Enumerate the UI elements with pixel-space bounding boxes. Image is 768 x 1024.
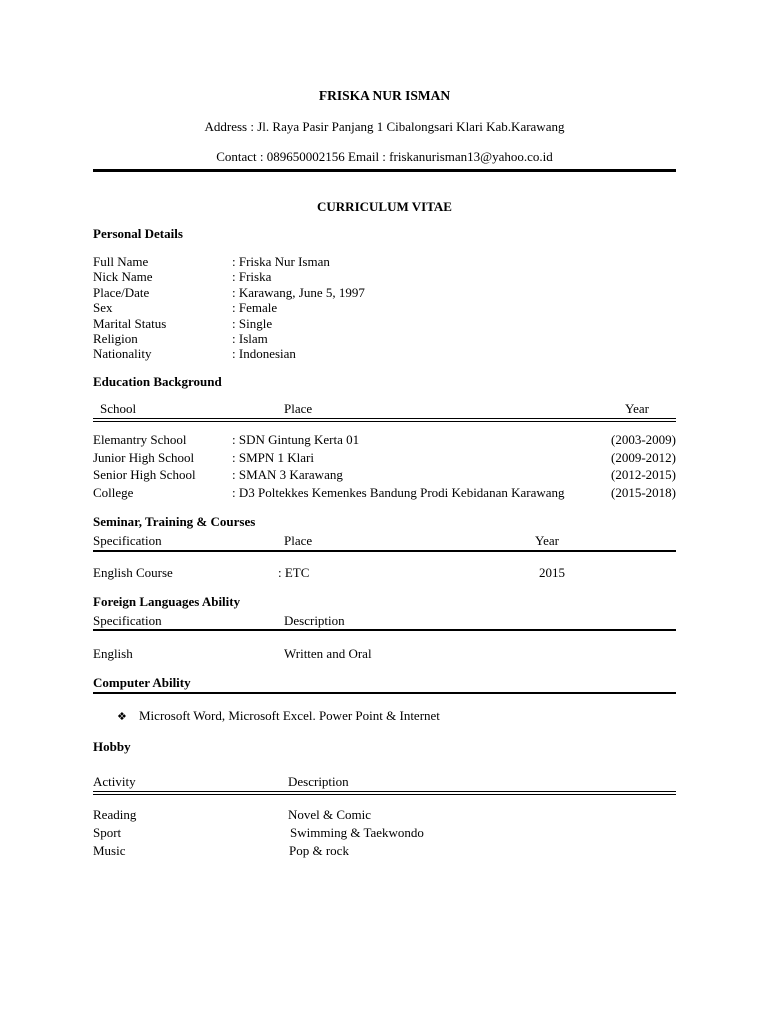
seminar-col-spec: Specification (93, 533, 162, 548)
education-year: (2012-2015) (611, 467, 676, 482)
table-row (93, 565, 676, 580)
personal-value: : Female (232, 300, 278, 315)
education-school: College (93, 485, 134, 500)
header-divider (93, 169, 676, 172)
languages-heading: Foreign Languages Ability (93, 594, 241, 609)
personal-row (93, 316, 676, 331)
language-desc: Written and Oral (284, 646, 372, 661)
personal-row (93, 269, 676, 284)
personal-row (93, 346, 676, 361)
hobby-desc: Novel & Comic (288, 807, 372, 822)
hobby-heading: Hobby (93, 739, 131, 754)
hobby-col-activity: Activity (93, 774, 136, 789)
computer-divider (93, 692, 676, 694)
hobby-activity: Reading (93, 807, 137, 822)
personal-label: Nick Name (93, 269, 153, 284)
personal-label: Full Name (93, 254, 149, 269)
personal-row (93, 300, 676, 315)
education-heading: Education Background (93, 374, 222, 389)
hobby-header-divider (93, 791, 676, 795)
personal-value: : Islam (232, 331, 268, 346)
table-row (93, 485, 676, 500)
seminar-spec: English Course (93, 565, 173, 580)
hobby-header-row (93, 774, 676, 789)
education-col-place: Place (284, 401, 313, 416)
personal-label: Place/Date (93, 285, 150, 300)
address-line: Address : Jl. Raya Pasir Panjang 1 Cibalongsari Klari Kab.Karawang (204, 119, 565, 134)
diamond-bullet-icon: ❖ (117, 710, 127, 723)
personal-value: : Single (232, 316, 273, 331)
personal-label: Religion (93, 331, 138, 346)
language-spec: English (93, 646, 133, 661)
hobby-activity: Music (93, 843, 126, 858)
personal-row (93, 331, 676, 346)
personal-value: : Karawang, June 5, 1997 (232, 285, 365, 300)
education-school: Senior High School (93, 467, 196, 482)
hobby-col-desc: Description (288, 774, 349, 789)
education-year: (2003-2009) (611, 432, 676, 447)
personal-value: : Indonesian (232, 346, 296, 361)
personal-value: : Friska Nur Isman (232, 254, 330, 269)
education-place: : SMPN 1 Klari (232, 450, 314, 465)
table-row (93, 807, 676, 822)
personal-value: : Friska (232, 269, 272, 284)
languages-col-desc: Description (284, 613, 345, 628)
table-row (93, 432, 676, 447)
seminar-header-divider (93, 550, 676, 552)
education-col-school: School (100, 401, 137, 416)
education-school: Junior High School (93, 450, 195, 465)
languages-header-row (93, 613, 676, 628)
education-header-row (93, 401, 676, 416)
personal-row (93, 285, 676, 300)
seminar-header-row (93, 533, 676, 548)
cv-name: FRISKA NUR ISMAN (318, 88, 451, 103)
seminar-col-year: Year (535, 533, 559, 548)
computer-heading: Computer Ability (93, 675, 191, 690)
contact-line: Contact : 089650002156 Email : friskanurisman13@yahoo.co.id (216, 149, 553, 164)
personal-label: Sex (93, 300, 113, 315)
table-row (93, 843, 676, 858)
personal-label: Marital Status (93, 316, 167, 331)
education-place: : SDN Gintung Kerta 01 (232, 432, 360, 447)
hobby-activity: Sport (93, 825, 122, 840)
table-row (93, 825, 676, 840)
document-title: CURRICULUM VITAE (317, 199, 452, 214)
personal-details-heading: Personal Details (93, 226, 183, 241)
languages-col-spec: Specification (93, 613, 162, 628)
computer-skill: Microsoft Word, Microsoft Excel. Power Point & Internet (139, 708, 440, 723)
list-item (93, 708, 676, 723)
education-year: (2009-2012) (611, 450, 676, 465)
education-school: Elemantry School (93, 432, 187, 447)
seminar-heading: Seminar, Training & Courses (93, 514, 256, 529)
personal-label: Nationality (93, 346, 152, 361)
hobby-desc: Swimming & Taekwondo (290, 825, 424, 840)
education-place: : D3 Poltekkes Kemenkes Bandung Prodi Kebidanan Karawang (232, 485, 565, 500)
education-header-divider (93, 418, 676, 422)
languages-header-divider (93, 629, 676, 631)
seminar-year: 2015 (539, 565, 565, 580)
seminar-col-place: Place (284, 533, 313, 548)
seminar-place: : ETC (278, 565, 310, 580)
education-col-year: Year (625, 401, 649, 416)
personal-row (93, 254, 676, 269)
table-row (93, 467, 676, 482)
hobby-desc: Pop & rock (289, 843, 349, 858)
table-row (93, 646, 676, 661)
education-place: : SMAN 3 Karawang (232, 467, 343, 482)
table-row (93, 450, 676, 465)
education-year: (2015-2018) (611, 485, 676, 500)
